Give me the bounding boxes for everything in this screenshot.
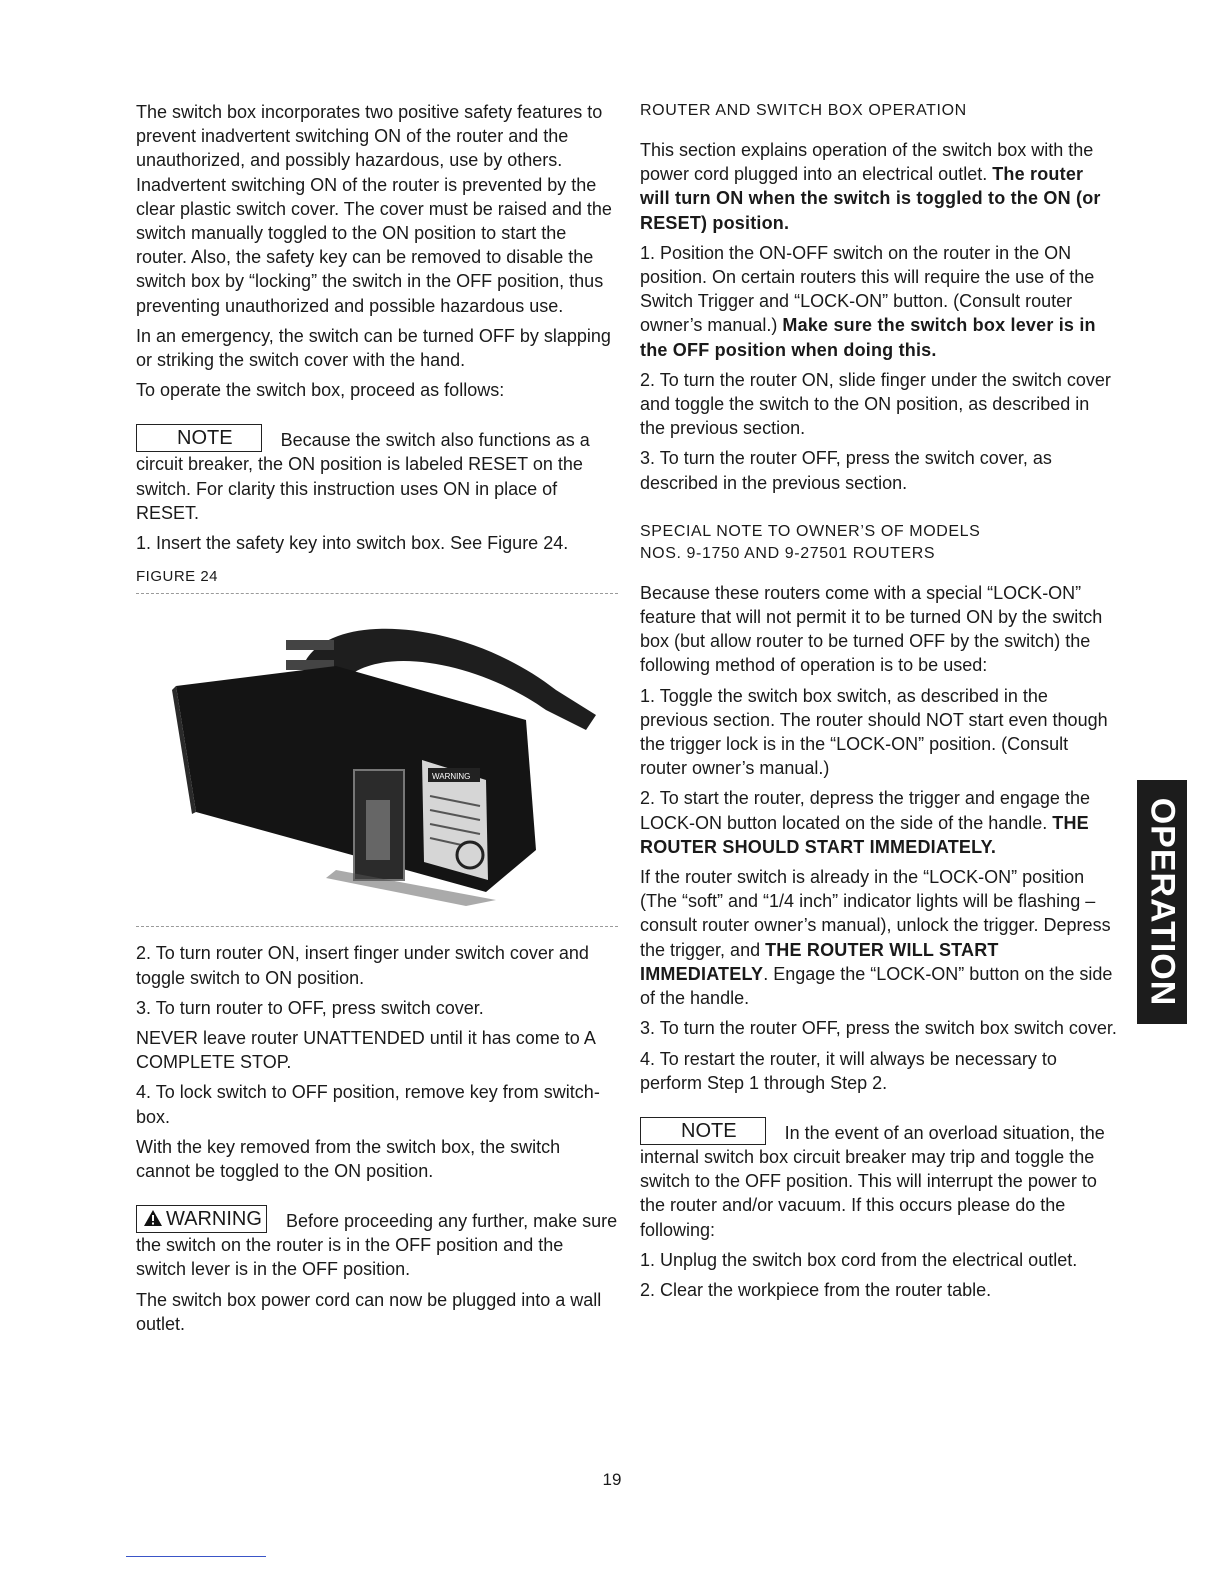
figure-label: FIGURE 24 <box>136 568 219 586</box>
step-3: 3. To turn router to OFF, press switch cover. <box>136 997 484 1018</box>
s-step-1: 1. Toggle the switch box switch, as described in the previous section. The router should NOT start even though the trigger lock is in the “LOCK-ON” position. (Consult router owner’s manual.) <box>640 685 1108 779</box>
r-step-1 <box>640 241 1118 362</box>
note-label: NOTE <box>136 424 262 452</box>
special-heading-line-1: SPECIAL NOTE TO OWNER’S OF MODELS <box>640 522 981 540</box>
s-step-2-bold: THE ROUTER SHOULD START IMMEDIATELY. <box>640 812 1089 857</box>
intro-paragraph: The switch box incorporates two positive safety features to prevent inadvertent switching ON of the router and the unauthorized, and possibly hazardous, use by others. Inadvertent switching ON of the router is prevented by the clear plastic switch cover. The cover must be raised and the switch manually toggled to the ON position to start the router. Also, the safety key can be removed to disable the switch box by “locking” the switch in the OFF position, thus preventing unauthorized and possible hazardous use. <box>136 102 612 316</box>
key-removed-paragraph: With the key removed from the switch box, the switch cannot be toggled to the ON position. <box>136 1136 561 1182</box>
section-heading-special-note <box>640 521 1118 565</box>
overload-note-label: NOTE <box>640 1117 766 1145</box>
r-step-1-bold: Make sure the switch box lever is in the OFF position when doing this. <box>640 315 1096 360</box>
switch-box-photo <box>136 600 606 918</box>
r-step-1-text: 1. Position the ON-OFF switch on the router in the ON position. On certain routers this will require the use of the Switch Trigger and “LOCK-ON” button. (Consult router owner’s manual.) <box>640 242 1095 336</box>
s-step-4: 4. To restart the router, it will always be necessary to perform Step 1 through Step 2. <box>640 1048 1057 1093</box>
step-1: 1. Insert the safety key into switch box. See Figure 24. <box>136 533 569 554</box>
right-column <box>640 100 1118 1308</box>
warning-label <box>136 1205 267 1233</box>
warning-label-text: WARNING <box>166 1208 262 1231</box>
s-step-2-text: 2. To start the router, depress the trigger and engage the LOCK-ON button located on the side of the handle. <box>640 788 1090 833</box>
warning-paragraph <box>136 1205 618 1281</box>
never-paragraph: NEVER leave router UNATTENDED until it has come to A COMPLETE STOP. <box>136 1028 595 1073</box>
r-step-3: 3. To turn the router OFF, press the switch cover, as described in the previous section. <box>640 448 1052 493</box>
section-heading-router-switch: ROUTER AND SWITCH BOX OPERATION <box>640 102 967 119</box>
warning-text: Before proceeding any further, make sure the switch on the router is in the OFF position and the switch lever is in the OFF position. <box>136 1211 618 1280</box>
section-intro-bold: The router will turn ON when the switch is toggled to the ON (or RESET) position. <box>640 164 1101 233</box>
s-step-3: 3. To turn the router OFF, press the switch box switch cover. <box>640 1018 1117 1039</box>
figure-bottom-rule <box>136 926 618 927</box>
lock-on-text-b: . Engage the “LOCK-ON” button on the side of the handle. <box>640 963 1113 1009</box>
note-text: Because the switch also functions as a circuit breaker, the ON position is labeled RESET on the switch. For clarity this instruction uses ON in place of RESET. <box>136 430 590 523</box>
step-4: 4. To lock switch to OFF position, remove key from switch-box. <box>136 1082 600 1127</box>
plug-paragraph: The switch box power cord can now be plugged into a wall outlet. <box>136 1289 602 1334</box>
lock-on-bold: THE ROUTER WILL START IMMEDIATELY <box>640 939 999 984</box>
section-intro <box>640 138 1118 235</box>
operate-paragraph: To operate the switch box, proceed as follows: <box>136 380 505 401</box>
bottom-rule <box>126 1556 266 1557</box>
operation-side-tab <box>1137 780 1187 1024</box>
o-step-2: 2. Clear the workpiece from the router table. <box>640 1279 992 1300</box>
photo-sticker-text: WARNING <box>432 772 471 782</box>
page-number: 19 <box>602 1470 622 1489</box>
s-step-2 <box>640 786 1118 859</box>
lock-on-paragraph <box>640 865 1118 1010</box>
o-step-1: 1. Unplug the switch box cord from the electrical outlet. <box>640 1249 1078 1270</box>
left-column <box>136 100 618 1342</box>
special-heading-line-2: NOS. 9-1750 AND 9-27501 ROUTERS <box>640 544 936 562</box>
section-intro-text: This section explains operation of the switch box with the power cord plugged into an electrical outlet. <box>640 140 1094 185</box>
lock-on-text-a: If the router switch is already in the “LOCK-ON” position (The “soft” and “1/4 inch” indicator lights will be flashing – consult router owner’s manual), unlock the trigger. Depress the trigger, and <box>640 867 1111 960</box>
overload-note-paragraph <box>640 1117 1118 1242</box>
r-step-2: 2. To turn the router ON, slide finger under the switch cover and toggle the switch to the ON position, as described in the previous section. <box>640 369 1111 439</box>
note-paragraph <box>136 424 618 525</box>
figure-top-rule <box>136 593 618 594</box>
special-intro: Because these routers come with a special “LOCK-ON” feature that will not permit it to be turned ON by the switch box (but allow router to be turned OFF by the switch) the following method of operation is to be used: <box>640 582 1103 676</box>
step-2: 2. To turn router ON, insert finger under switch cover and toggle switch to ON position. <box>136 943 589 988</box>
emergency-paragraph: In an emergency, the switch can be turned OFF by slapping or striking the switch cover with the hand. <box>136 325 611 371</box>
overload-note-text: In the event of an overload situation, the internal switch box circuit breaker may trip and toggle the switch to the OFF position. This will interrupt the power to the router and/or vacuum. If this occurs please do the following: <box>640 1122 1105 1240</box>
side-tab-label: OPERATION <box>1143 797 1182 1007</box>
warning-triangle-icon <box>143 1209 163 1227</box>
